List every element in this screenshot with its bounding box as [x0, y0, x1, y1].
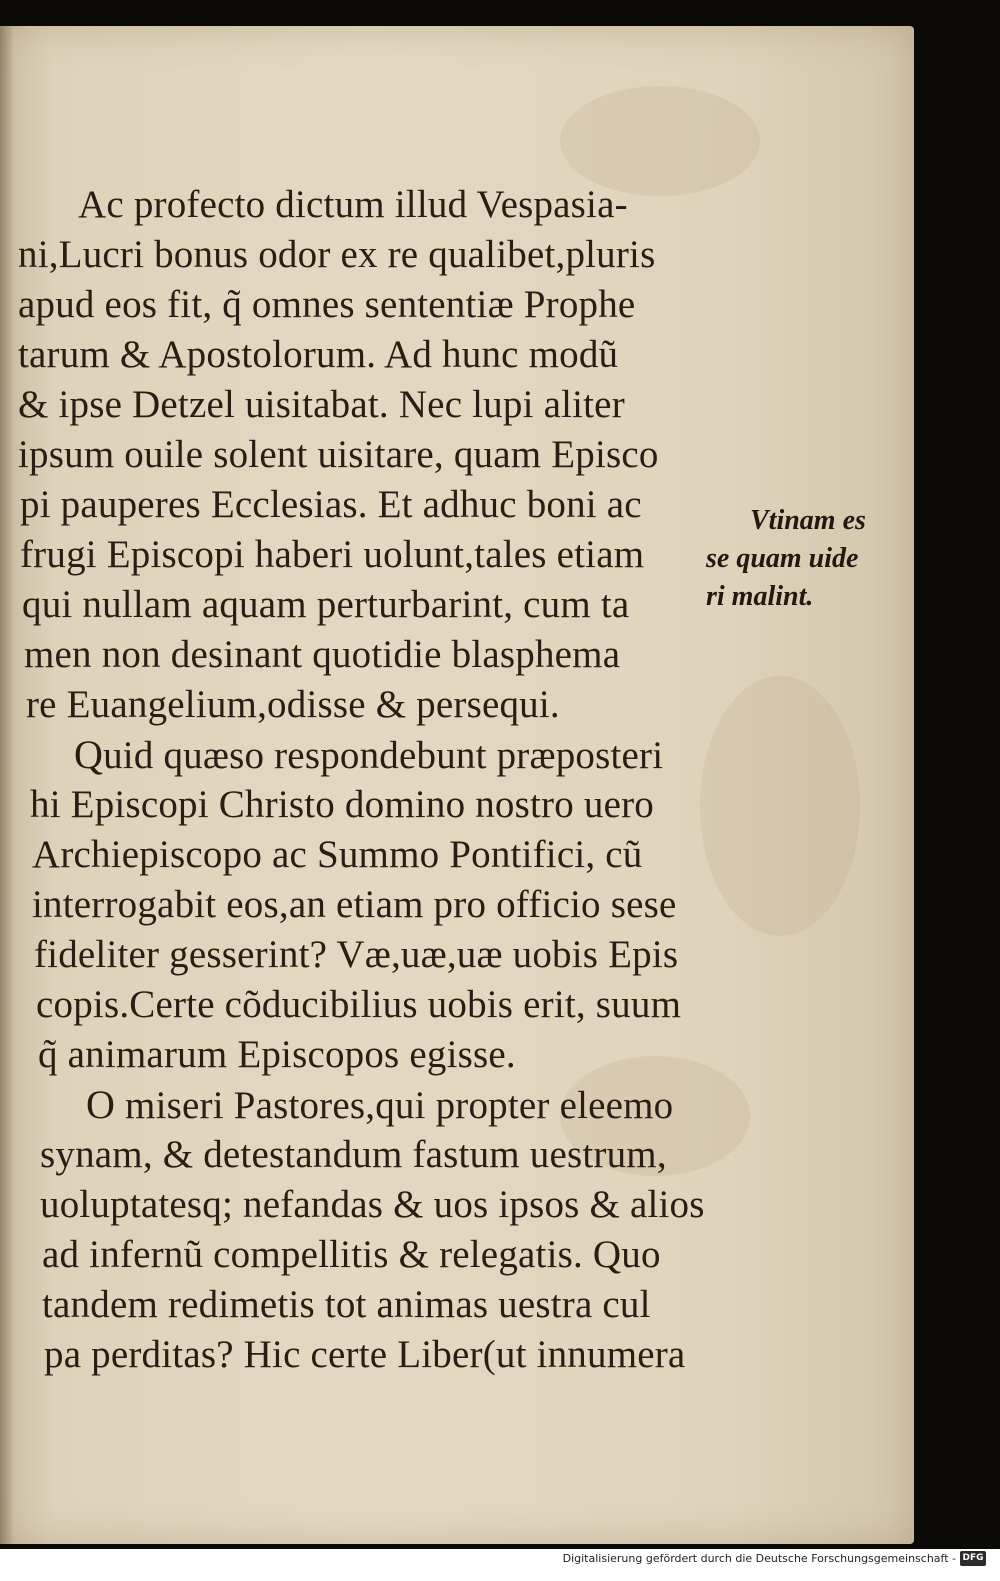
text-line: qui nullam aquam perturbarint, cum ta [22, 583, 630, 626]
text-line: copis.Certe cõducibilius uobis erit, suum [36, 983, 682, 1026]
text-line: Archiepiscopo ac Summo Pontifici, cũ [32, 833, 643, 876]
text-line: synam, & detestandum fastum uestrum, [40, 1133, 667, 1176]
text-line: ni,Lucri bonus odor ex re qualibet,pluris [18, 233, 656, 276]
digitization-credit: Digitalisierung gefördert durch die Deutsche Forschungsgemeinschaft - [562, 1552, 956, 1565]
main-text-block [0, 26, 914, 1544]
text-line: & ipse Detzel uisitabat. Nec lupi aliter [18, 383, 625, 426]
text-line: Ac profecto dictum illud Vespasia- [78, 183, 628, 226]
text-line: O miseri Pastores,qui propter eleemo [86, 1082, 674, 1127]
text-line: ad infernũ compellitis & relegatis. Quo [42, 1233, 661, 1276]
text-line: pa perditas? Hic certe Liber(ut innumera [44, 1333, 686, 1376]
book-page [0, 26, 914, 1544]
text-line: apud eos fit, q̃ omnes sententiæ Prophe [18, 283, 636, 326]
margin-note-line: se quam uide [706, 543, 859, 574]
text-line: fideliter gesserint? Væ,uæ,uæ uobis Epis [34, 933, 679, 976]
text-line: uoluptatesq; nefandas & uos ipsos & alios [40, 1183, 705, 1226]
text-line: interrogabit eos,an etiam pro officio sese [32, 883, 677, 926]
dfg-logo-icon: DFG [960, 1551, 986, 1566]
margin-note-line: Vtinam es [750, 505, 866, 536]
text-line: ipsum ouile solent uisitare, quam Episco [18, 433, 659, 476]
text-line: men non desinant quotidie blasphema [24, 633, 621, 676]
text-line: q̃ animarum Episcopos egisse. [38, 1033, 516, 1076]
text-line: Quid quæso respondebunt præposteri [74, 732, 664, 777]
text-line: re Euangelium,odisse & persequi. [26, 683, 560, 726]
text-line: tarum & Apostolorum. Ad hunc modũ [18, 333, 619, 376]
margin-note-line: ri malint. [706, 581, 814, 612]
text-line: tandem redimetis tot animas uestra cul [42, 1283, 651, 1326]
text-line: hi Episcopi Christo domino nostro uero [30, 783, 654, 826]
text-line: pi pauperes Ecclesias. Et adhuc boni ac [20, 483, 642, 526]
text-line: frugi Episcopi haberi uolunt,tales etiam [20, 533, 645, 576]
